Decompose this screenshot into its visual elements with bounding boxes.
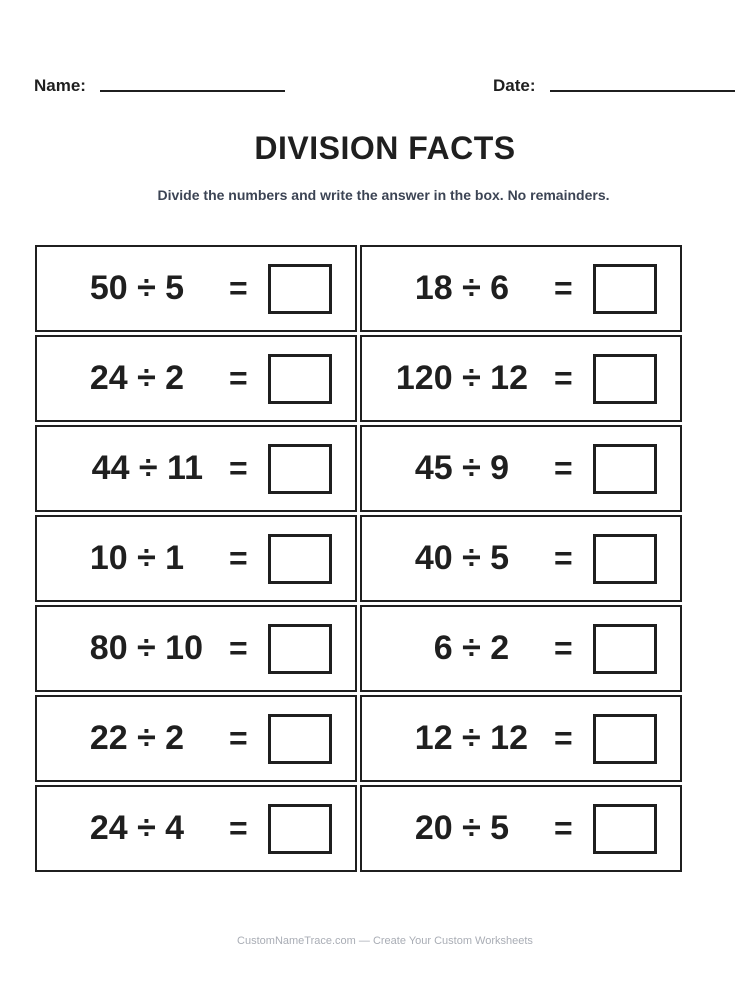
equals-sign: = <box>554 270 573 306</box>
name-field <box>34 74 285 98</box>
problem-expression: 10 ÷ 1 <box>89 539 203 577</box>
problem-card <box>35 425 357 512</box>
problem-card <box>35 695 357 782</box>
equals-sign: = <box>229 360 248 396</box>
problem-grid <box>35 245 682 872</box>
equals-sign: = <box>554 540 573 576</box>
answer-box[interactable] <box>593 804 657 854</box>
date-field <box>493 74 735 98</box>
header-row <box>0 74 750 100</box>
problem-card <box>360 785 682 872</box>
answer-box[interactable] <box>593 444 657 494</box>
equals-sign: = <box>554 720 573 756</box>
problem-card <box>35 515 357 602</box>
problem-card <box>35 335 357 422</box>
problem-expression: 44 ÷ 11 <box>91 449 203 487</box>
problem-card <box>360 605 682 692</box>
answer-box[interactable] <box>268 534 332 584</box>
answer-box[interactable] <box>268 444 332 494</box>
problem-expression: 50 ÷ 5 <box>89 269 203 307</box>
problem-expression: 24 ÷ 4 <box>89 809 203 847</box>
equals-sign: = <box>229 270 248 306</box>
problem-card <box>35 605 357 692</box>
equals-sign: = <box>229 810 248 846</box>
answer-box[interactable] <box>268 264 332 314</box>
answer-box[interactable] <box>593 354 657 404</box>
instructions: Divide the numbers and write the answer in the box. No remainders. <box>157 187 610 203</box>
answer-box[interactable] <box>268 714 332 764</box>
equals-sign: = <box>229 540 248 576</box>
answer-box[interactable] <box>268 354 332 404</box>
problem-expression: 6 ÷ 2 <box>433 629 528 667</box>
equals-sign: = <box>229 630 248 666</box>
problem-expression: 12 ÷ 12 <box>414 719 528 757</box>
name-write-line[interactable] <box>100 90 285 92</box>
equals-sign: = <box>554 630 573 666</box>
answer-box[interactable] <box>593 714 657 764</box>
answer-box[interactable] <box>268 624 332 674</box>
problem-expression: 20 ÷ 5 <box>414 809 528 847</box>
problem-card <box>360 245 682 332</box>
answer-box[interactable] <box>268 804 332 854</box>
problem-expression: 40 ÷ 5 <box>414 539 528 577</box>
name-label: Name: <box>34 76 86 95</box>
answer-box[interactable] <box>593 624 657 674</box>
answer-box[interactable] <box>593 264 657 314</box>
problem-expression: 18 ÷ 6 <box>414 269 528 307</box>
problem-card <box>360 425 682 512</box>
problem-card <box>360 335 682 422</box>
worksheet-title: DIVISION FACTS <box>254 130 516 166</box>
date-label: Date: <box>493 76 536 95</box>
problem-card <box>35 245 357 332</box>
problem-expression: 120 ÷ 12 <box>395 359 528 397</box>
problem-expression: 22 ÷ 2 <box>89 719 203 757</box>
equals-sign: = <box>229 450 248 486</box>
equals-sign: = <box>229 720 248 756</box>
footer-credit: CustomNameTrace.com — Create Your Custom Worksheets <box>237 935 533 947</box>
equals-sign: = <box>554 360 573 396</box>
problem-card <box>35 785 357 872</box>
problem-card <box>360 515 682 602</box>
equals-sign: = <box>554 450 573 486</box>
problem-expression: 80 ÷ 10 <box>89 629 203 667</box>
problem-expression: 24 ÷ 2 <box>89 359 203 397</box>
problem-expression: 45 ÷ 9 <box>414 449 528 487</box>
date-write-line[interactable] <box>550 90 735 92</box>
answer-box[interactable] <box>593 534 657 584</box>
problem-card <box>360 695 682 782</box>
equals-sign: = <box>554 810 573 846</box>
